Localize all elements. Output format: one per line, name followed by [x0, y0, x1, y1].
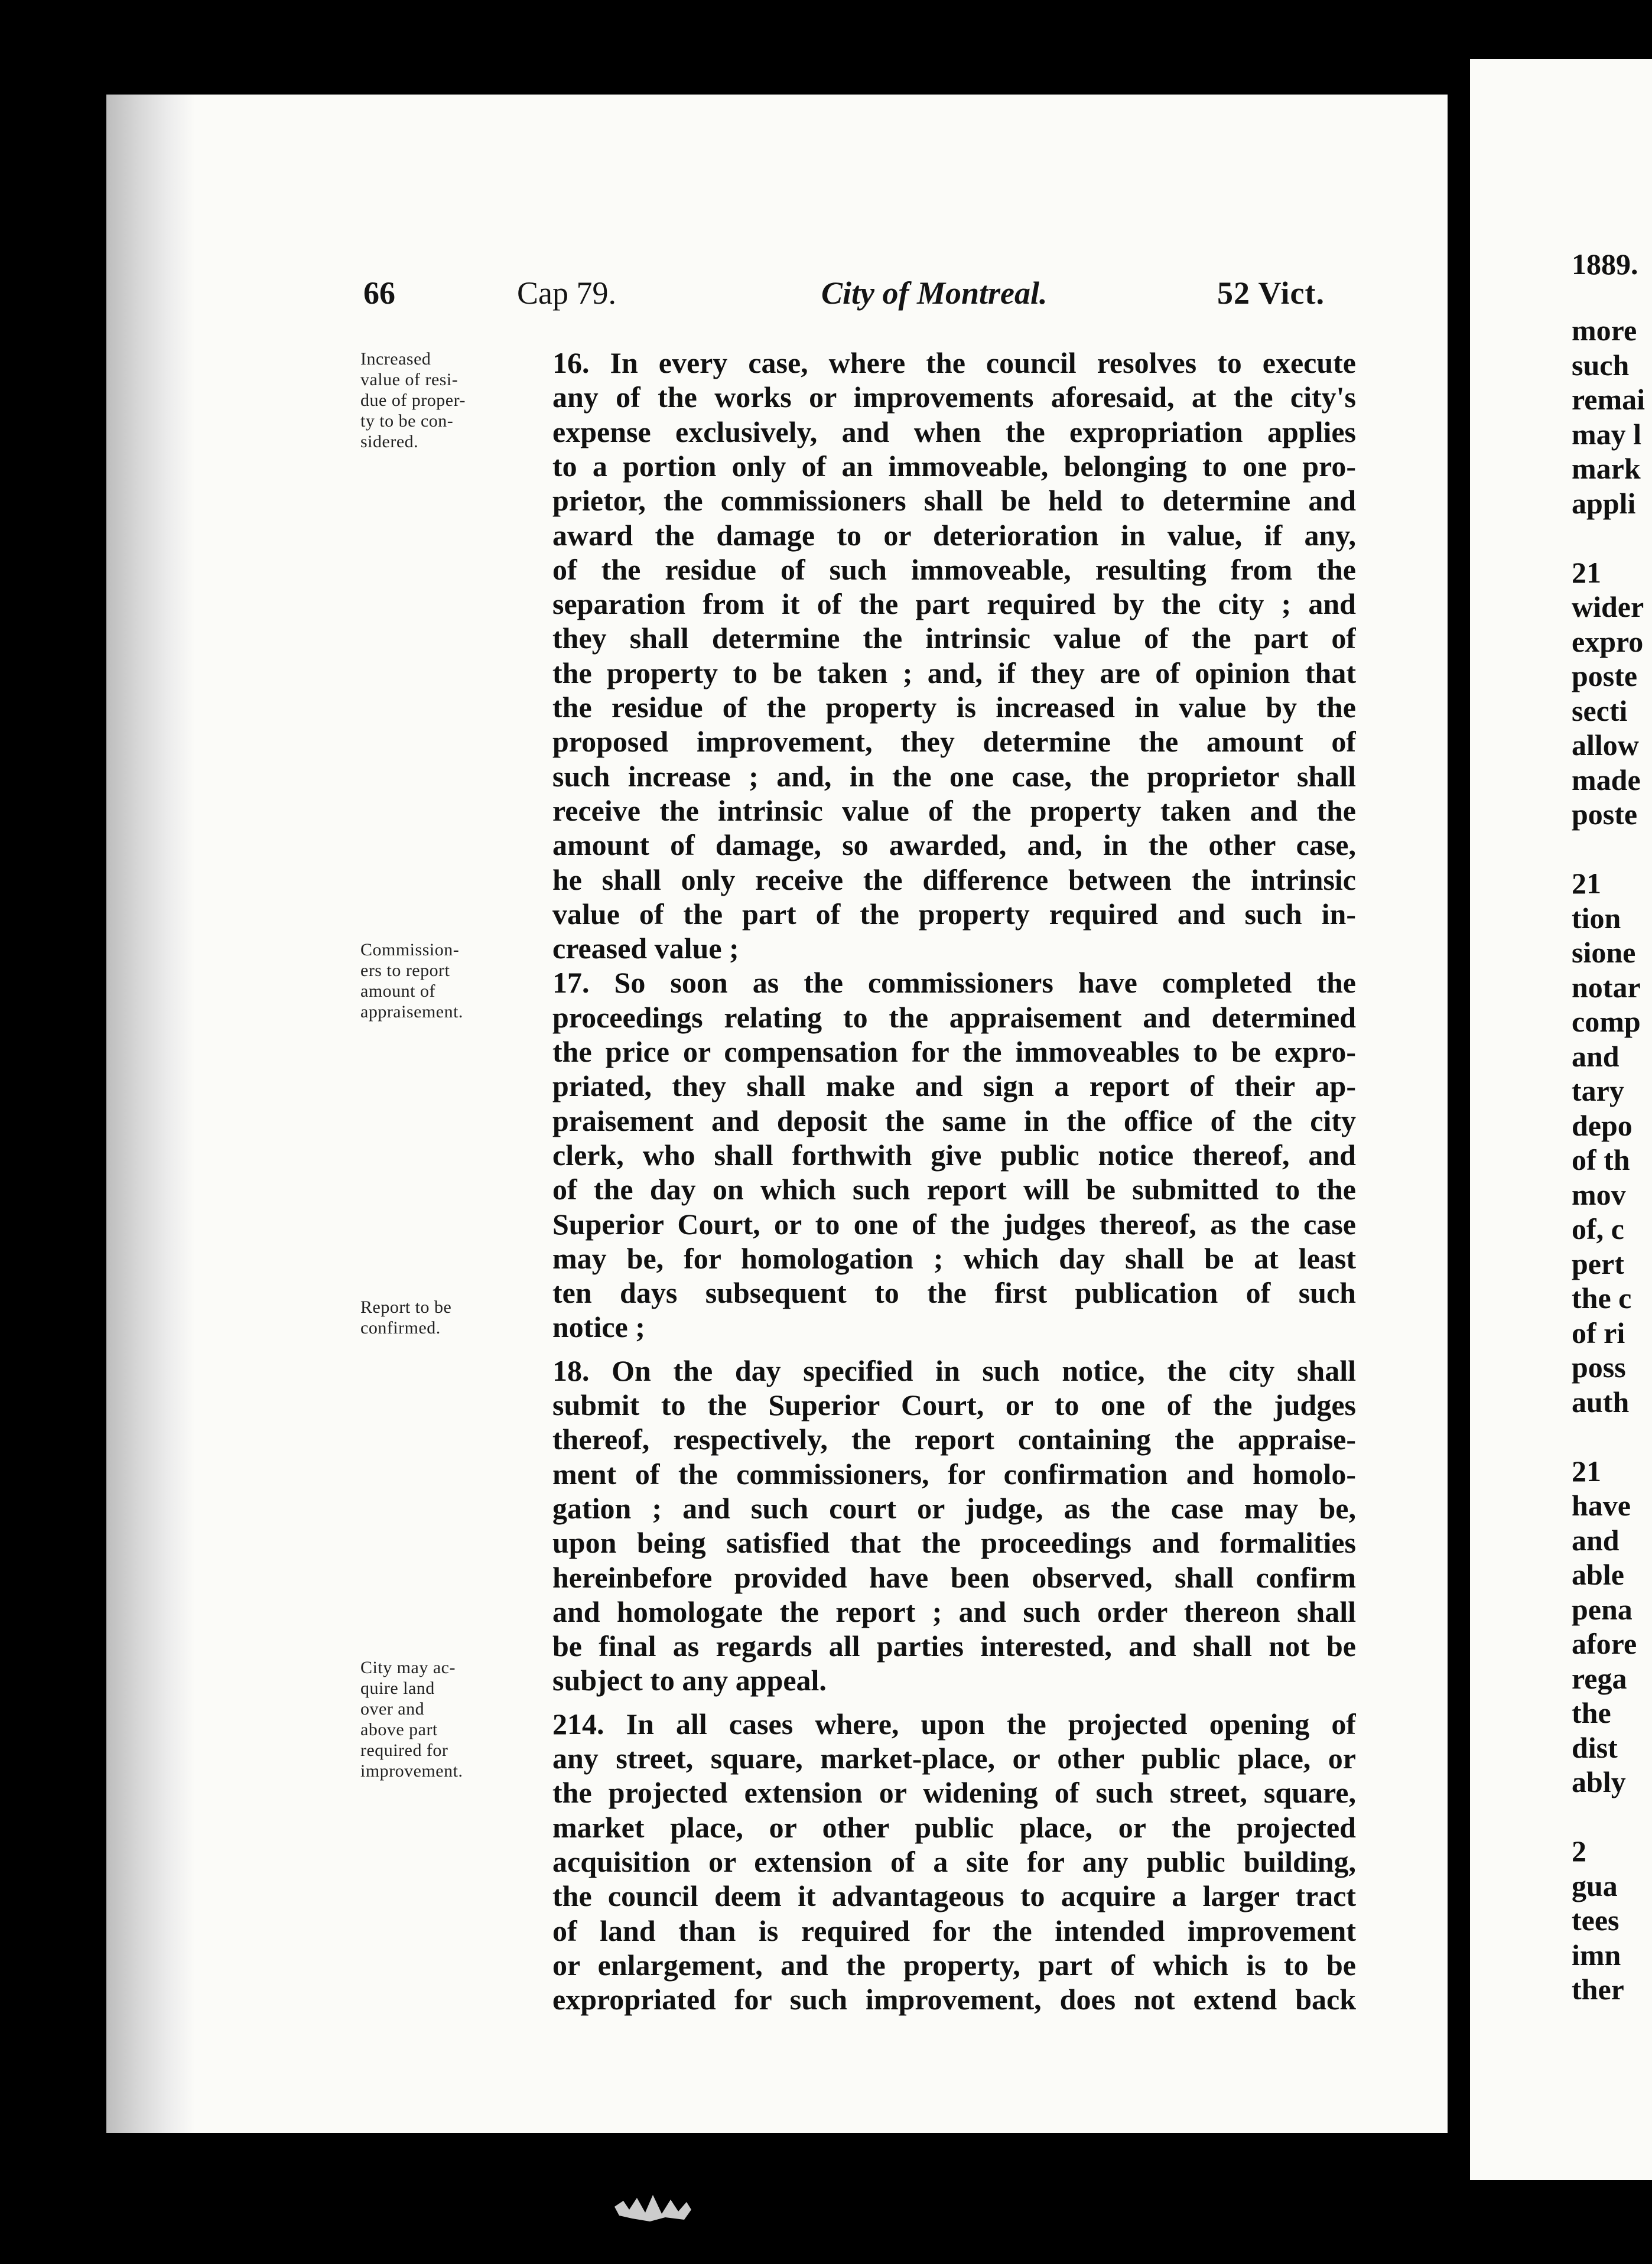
body-text-line: thereof, respectively, the report containing the appraise-: [552, 1423, 1356, 1456]
margin-note: Increased value of resi- due of proper- ty to be con- sidered.: [360, 349, 466, 451]
body-text-line: 17. So soon as the commissioners have completed the: [552, 966, 1356, 1000]
body-text-line: value of the part of the property required and such in-: [552, 897, 1356, 931]
right-page-line: 21: [1572, 1454, 1601, 1488]
right-page-line: imn: [1572, 1938, 1621, 1972]
body-text-line: prietor, the commissioners shall be held to determine and: [552, 484, 1356, 518]
right-page-line: of th: [1572, 1143, 1630, 1176]
right-page-line: ably: [1572, 1765, 1626, 1798]
right-page-line: may l: [1572, 417, 1642, 451]
body-text-line: Superior Court, or to one of the judges thereof, as the case: [552, 1207, 1356, 1241]
right-page-line: of, c: [1572, 1212, 1624, 1245]
book-binding-shadow: [106, 95, 195, 2133]
body-text-line: such increase ; and, in the one case, the proprietor shall: [552, 759, 1356, 793]
body-text-line: separation from it of the part required by the city ; and: [552, 587, 1356, 621]
body-text-line: expense exclusively, and when the expropriation applies: [552, 415, 1356, 448]
right-page-line: tion: [1572, 901, 1621, 935]
right-page-line: comp: [1572, 1005, 1641, 1038]
right-page-line: depo: [1572, 1108, 1633, 1142]
right-page-line: gua: [1572, 1869, 1618, 1902]
body-text-line: 214. In all cases where, upon the projected opening of: [552, 1707, 1356, 1741]
right-page-line: rega: [1572, 1661, 1627, 1695]
body-text-line: to a portion only of an immoveable, belonging to one pro-: [552, 449, 1356, 483]
right-page-line: auth: [1572, 1385, 1630, 1419]
right-page-line: wider: [1572, 590, 1644, 623]
right-page-line: dist: [1572, 1730, 1618, 1764]
running-title: City of Montreal.: [821, 275, 1048, 311]
body-text-line: of the day on which such report will be submitted to the: [552, 1173, 1356, 1206]
body-text-line: praisement and deposit the same in the office of the city: [552, 1104, 1356, 1137]
body-text-line: hereinbefore provided have been observed, shall confirm: [552, 1560, 1356, 1594]
body-text-line: may be, for homologation ; which day shall be at least: [552, 1241, 1356, 1275]
margin-note: Commission- ers to report amount of appraisement.: [360, 940, 463, 1022]
right-page-line: afore: [1572, 1627, 1637, 1660]
right-page-line: allow: [1572, 728, 1639, 762]
body-text-line: the residue of the property is increased in value by the: [552, 691, 1356, 724]
right-page-line: mark: [1572, 452, 1641, 485]
right-page-line: sione: [1572, 936, 1636, 969]
body-text-line: notice ;: [552, 1310, 645, 1344]
body-text-line: the projected extension or widening of such street, square,: [552, 1776, 1356, 1810]
body-text-line: any of the works or improvements aforesaid, at the city's: [552, 380, 1356, 414]
body-text-line: ment of the commissioners, for confirmation and homolo-: [552, 1457, 1356, 1491]
body-text-line: be final as regards all parties interested, and shall not be: [552, 1629, 1356, 1663]
body-text-line: ten days subsequent to the first publication of such: [552, 1276, 1356, 1310]
margin-note: City may ac- quire land over and above part required for improvement.: [360, 1658, 463, 1781]
body-text-line: market place, or other public place, or the projected: [552, 1810, 1356, 1844]
right-page-line: notar: [1572, 970, 1641, 1004]
body-text-line: acquisition or extension of a site for any public building,: [552, 1845, 1356, 1878]
right-page-line: and: [1572, 1523, 1620, 1557]
body-text-line: the council deem it advantageous to acquire a larger tract: [552, 1879, 1356, 1913]
right-page-line: 2: [1572, 1834, 1586, 1868]
right-page-line: tees: [1572, 1904, 1620, 1937]
body-text-line: any street, square, market-place, or other public place, or: [552, 1742, 1356, 1775]
scan-speck: [609, 2189, 697, 2224]
right-page-line: of ri: [1572, 1316, 1625, 1349]
right-page-line: such: [1572, 348, 1630, 382]
body-text-line: he shall only receive the difference between the intrinsic: [552, 863, 1356, 896]
body-text-line: the price or compensation for the immoveables to be expro-: [552, 1035, 1356, 1068]
right-page-line: remai: [1572, 383, 1646, 416]
right-page-line: expro: [1572, 624, 1644, 658]
body-text-line: expropriated for such improvement, does not extend back: [552, 1983, 1356, 2016]
right-page-line: 21: [1572, 555, 1601, 589]
right-page-line: able: [1572, 1558, 1624, 1591]
body-text-line: clerk, who shall forthwith give public notice thereof, and: [552, 1138, 1356, 1172]
right-page-line: pena: [1572, 1592, 1633, 1626]
body-text-line: gation ; and such court or judge, as the case may be,: [552, 1491, 1356, 1525]
body-text-line: amount of damage, so awarded, and, in the other case,: [552, 828, 1356, 862]
body-text-line: of the residue of such immoveable, resulting from the: [552, 552, 1356, 586]
body-text-line: creased value ;: [552, 932, 739, 965]
body-text-line: they shall determine the intrinsic value of the part of: [552, 622, 1356, 655]
page-number: 66: [363, 275, 395, 311]
right-page-line: poss: [1572, 1351, 1626, 1384]
body-text-line: award the damage to or deterioration in value, if any,: [552, 518, 1356, 552]
body-text-line: and homologate the report ; and such order thereon shall: [552, 1595, 1356, 1628]
body-text-line: 18. On the day specified in such notice, the city shall: [552, 1354, 1356, 1387]
body-text-line: of land than is required for the intended improvement: [552, 1914, 1356, 1947]
right-page-line: more: [1572, 314, 1637, 347]
right-page-header: 1889.: [1572, 248, 1638, 281]
right-page-line: mov: [1572, 1177, 1626, 1211]
right-page-line: ther: [1572, 1973, 1624, 2006]
body-text-line: the property to be taken ; and, if they are of opinion that: [552, 656, 1356, 689]
right-page-line: and: [1572, 1039, 1620, 1073]
right-page-line: pert: [1572, 1247, 1624, 1280]
right-page-line: the c: [1572, 1281, 1632, 1315]
body-text-line: 16. In every case, where the council resolves to execute: [552, 346, 1356, 379]
right-page-line: appli: [1572, 486, 1636, 520]
body-text-line: subject to any appeal.: [552, 1664, 827, 1697]
right-page-line: secti: [1572, 694, 1628, 727]
body-text-line: priated, they shall make and sign a report of their ap-: [552, 1069, 1356, 1103]
right-page-line: tary: [1572, 1074, 1624, 1107]
right-page-line: poste: [1572, 798, 1638, 831]
chapter-label: Cap 79.: [517, 275, 616, 311]
body-text-line: receive the intrinsic value of the property taken and the: [552, 793, 1356, 827]
margin-note: Report to be confirmed.: [360, 1297, 452, 1338]
body-text-line: proposed improvement, they determine the amount of: [552, 725, 1356, 759]
body-text-line: upon being satisfied that the proceedings and formalities: [552, 1526, 1356, 1560]
right-page-line: poste: [1572, 659, 1638, 692]
regnal-year: 52 Vict.: [1217, 275, 1325, 311]
right-page-line: 21: [1572, 867, 1601, 900]
body-text-line: proceedings relating to the appraisement and determined: [552, 1000, 1356, 1034]
body-text-line: submit to the Superior Court, or to one of the judges: [552, 1388, 1356, 1421]
right-page-line: have: [1572, 1489, 1631, 1522]
body-text-line: or enlargement, and the property, part of which is to be: [552, 1948, 1356, 1982]
right-page-line: made: [1572, 763, 1641, 796]
right-page-line: the: [1572, 1696, 1611, 1729]
